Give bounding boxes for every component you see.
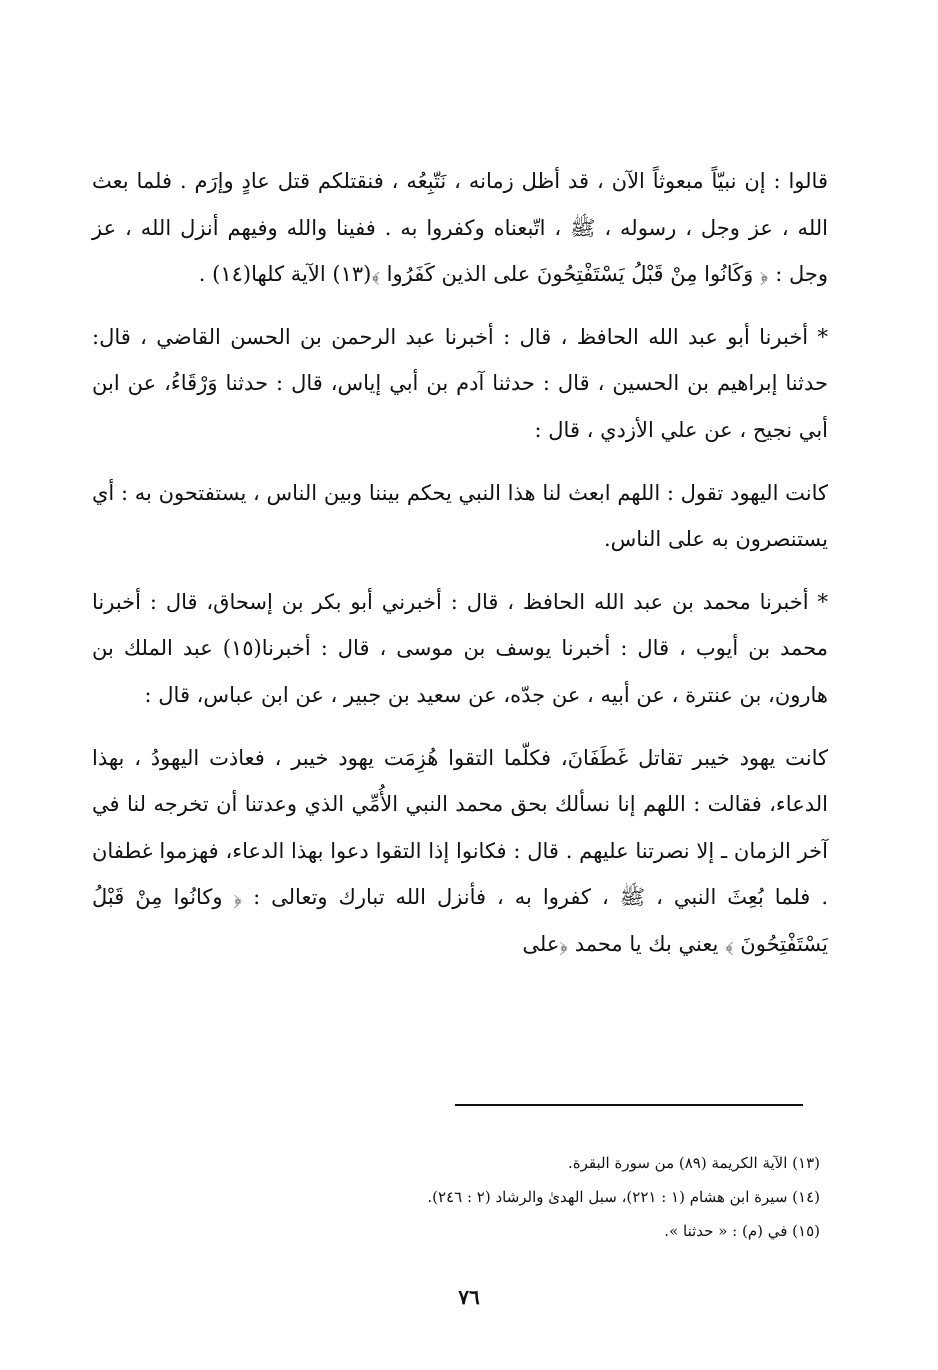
footnote-13: (١٣) الآية الكريمة (٨٩) من سورة البقرة. — [567, 1154, 820, 1172]
footnote-separator — [455, 1104, 803, 1106]
paragraph-3: كانت اليهود تقول : اللهم ابعث لنا هذا النبي يحكم بيننا وبين الناس ، يستفتحون به : أي يستنصرون به على الناس. — [92, 480, 828, 552]
page-number: ٧٦ — [458, 1285, 480, 1309]
footnotes — [120, 1146, 820, 1248]
paragraph-4: * أخبرنا محمد بن عبد الله الحافظ ، قال : أخبرني أبو بكر بن إسحاق، قال : أخبرنا محمد بن أيوب ، قال : أخبرنا يوسف بن موسى ، قال : أخبرنا(١٥) عبد الملك بن هارون، بن عنترة ، عن أبيه ، عن جدّه، عن سعيد بن جبير ، عن ابن عباس، قال : — [92, 589, 829, 707]
footnote-14: (١٤) سيرة ابن هشام (١ : ٢٢١)، سبل الهدىٰ والرشاد (٢ : ٢٤٦). — [427, 1188, 820, 1206]
paragraph-5: كانت يهود خيبر تقاتل غَطَفَانَ، فكلّما التقوا هُزِمَت يهود خيبر ، فعاذت اليهودُ ، بهذا الدعاء، فقالت : اللهم إنا نسألك بحق محمد النبي الأُمِّي الذي وعدتنا أن تخرجه لنا في آخر الزمان ـ إلا نصرتنا عليهم . قال : فكانوا إذا التقوا دعوا بهذا الدعاء، فهزموا غطفان . فلما بُعِثَ النبي ، ﷺ ، كفروا به ، فأنزل الله تبارك وتعالى : ﴿ وكانُوا مِنْ قَبْلُ يَسْتَفْتِحُونَ ﴾ يعني بك يا محمد ﴿على — [92, 745, 828, 956]
paragraph-2: * أخبرنا أبو عبد الله الحافظ ، قال : أخبرنا عبد الرحمن بن الحسن القاضي ، قال: حدثنا إبراهيم بن الحسين ، قال : حدثنا آدم بن أبي إياس، قال : حدثنا وَرْقَاءُ، عن ابن أبي نجيح ، عن علي الأزدي ، قال : — [92, 324, 828, 442]
main-text — [92, 158, 828, 968]
paragraph-1: قالوا : إن نبيّاً مبعوثاً الآن ، قد أظل زمانه ، نَتّبِعُه ، فنقتلكم قتل عادٍ وإرَم . فلما بعث الله ، عز وجل ، رسوله ، ﷺ ، اتّبعناه وكفروا به . ففينا والله وفيهم أنزل الله ، عز وجل : ﴿ وَكَانُوا مِنْ قَبْلُ يَسْتَفْتِحُونَ على الذين كَفَرُوا ﴾(١٣) الآية كلها(١٤) . — [92, 169, 828, 287]
footnote-15: (١٥) في (م) : « حدثنا ». — [664, 1222, 820, 1240]
